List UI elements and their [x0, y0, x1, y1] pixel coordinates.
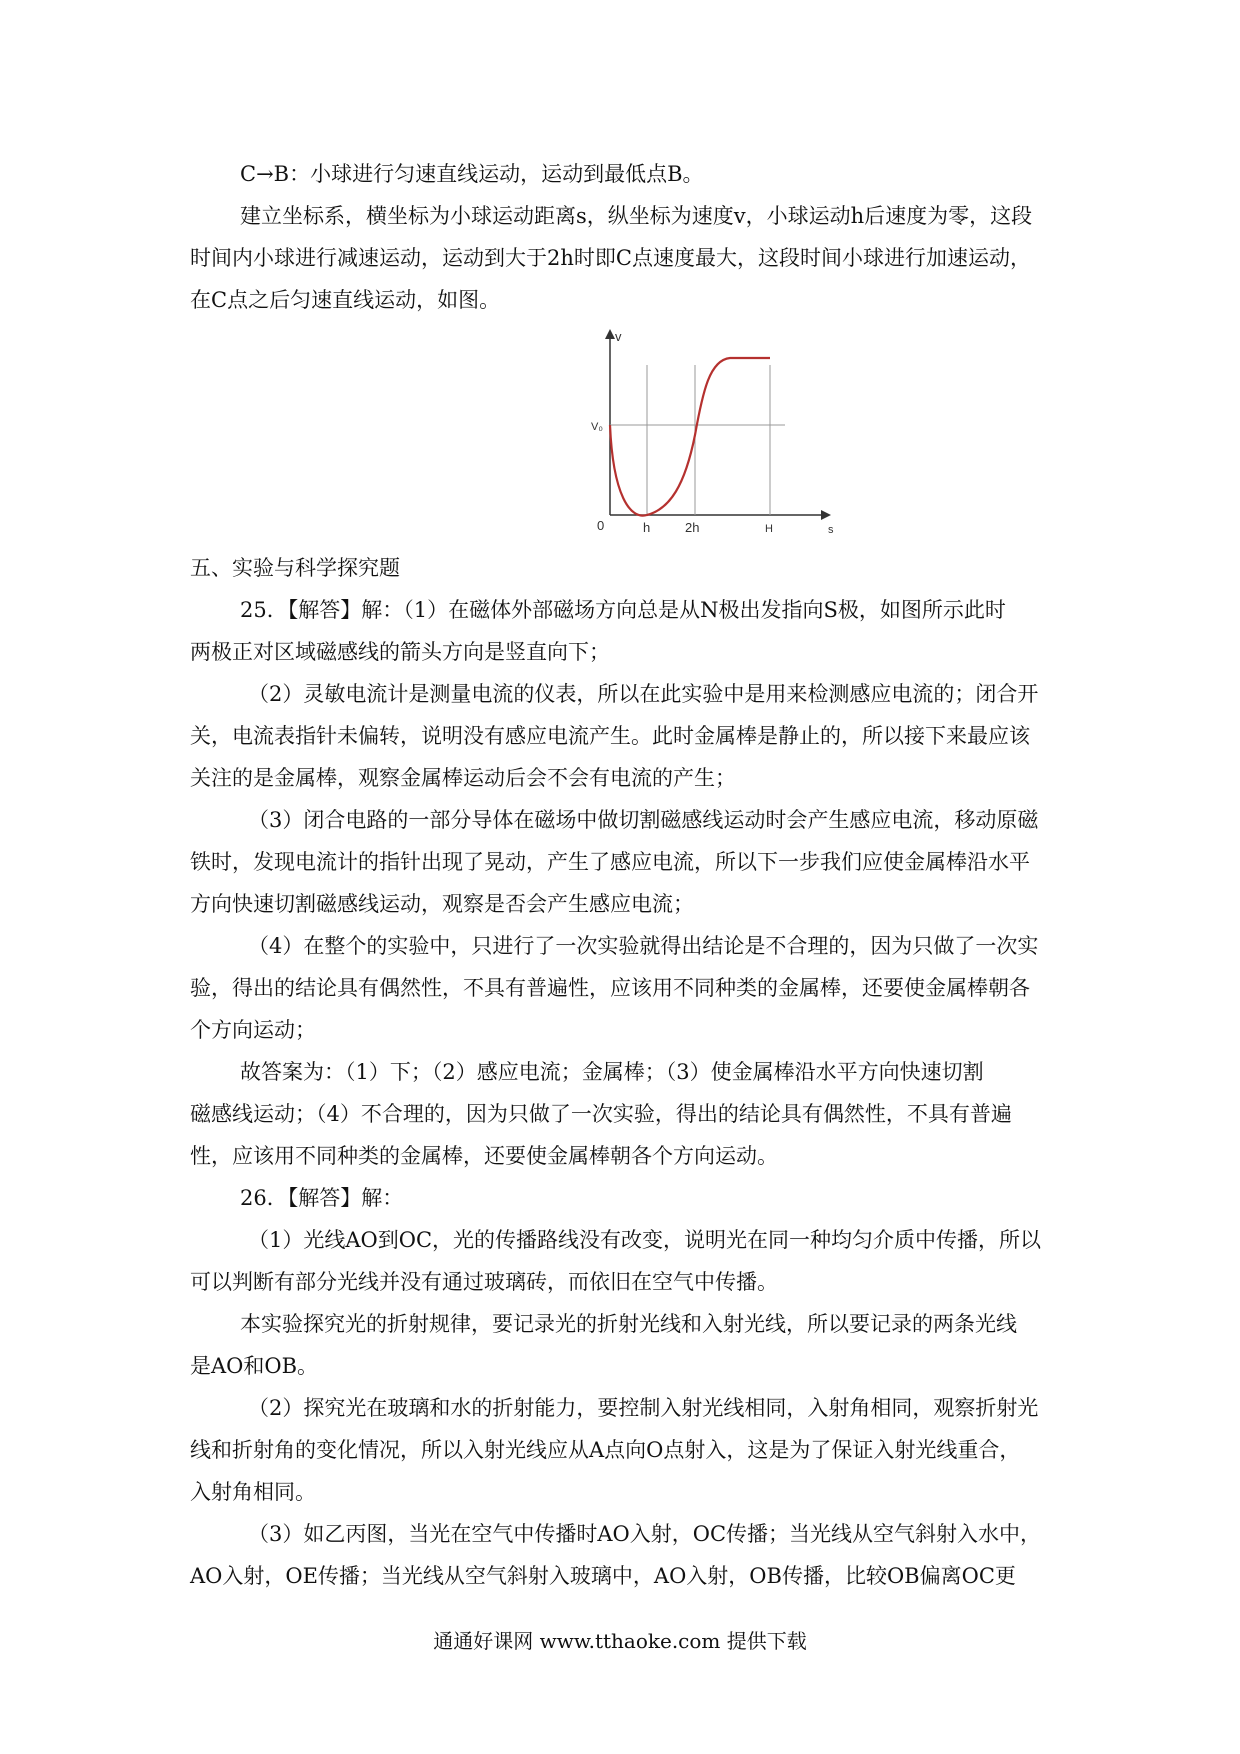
- paragraph-line: 建立坐标系，横坐标为小球运动距离s，纵坐标为速度v，小球运动h后速度为零，这段: [240, 204, 1033, 228]
- paragraph-line: 关，电流表指针未偏转，说明没有感应电流产生。此时金属棒是静止的，所以接下来最应该: [190, 724, 1030, 748]
- velocity-distance-graph: [585, 325, 855, 535]
- tick-label-2h: 2h: [685, 520, 700, 535]
- paragraph-line: 是AO和OB。: [190, 1354, 319, 1378]
- paragraph-line: （2）探究光在玻璃和水的折射能力，要控制入射光线相同，入射角相同，观察折射光: [248, 1396, 1039, 1420]
- paragraph-line: 个方向运动；: [190, 1018, 316, 1042]
- paragraph-line: （3）如乙丙图，当光在空气中传播时AO入射，OC传播；当光线从空气斜射入水中，: [248, 1522, 1042, 1546]
- paragraph-line: 26．【解答】解：: [240, 1186, 404, 1210]
- page-footer: 通通好课网 www.tthaoke.com 提供下载: [433, 1629, 807, 1653]
- section-heading: 五、实验与科学探究题: [190, 556, 400, 580]
- v0-label: V₀: [591, 421, 603, 433]
- paragraph-line: 铁时，发现电流计的指针出现了晃动，产生了感应电流，所以下一步我们应使金属棒沿水平: [190, 850, 1030, 874]
- y-axis-label: v: [615, 329, 622, 344]
- paragraph-line: AO入射，OE传播；当光线从空气斜射入玻璃中，AO入射，OB传播，比较OB偏离OC更: [190, 1564, 1016, 1588]
- paragraph-line: C→B：小球进行匀速直线运动，运动到最低点B。: [240, 162, 704, 186]
- paragraph-line: （3）闭合电路的一部分导体在磁场中做切割磁感线运动时会产生感应电流，移动原磁: [248, 808, 1039, 832]
- x-axis-label: s: [828, 524, 834, 535]
- paragraph-line: 两极正对区域磁感线的箭头方向是竖直向下；: [190, 640, 610, 664]
- paragraph-line: 入射角相同。: [190, 1480, 316, 1504]
- paragraph-line: 验，得出的结论具有偶然性，不具有普遍性，应该用不同种类的金属棒，还要使金属棒朝各: [190, 976, 1030, 1000]
- origin-label: 0: [597, 518, 605, 533]
- paragraph-line: 方向快速切割磁感线运动，观察是否会产生感应电流；: [190, 892, 694, 916]
- paragraph-line: 时间内小球进行减速运动，运动到大于2h时即C点速度最大，这段时间小球进行加速运动，: [190, 246, 1031, 270]
- paragraph-line: 本实验探究光的折射规律，要记录光的折射光线和入射光线，所以要记录的两条光线: [240, 1312, 1017, 1336]
- paragraph-line: 在C点之后匀速直线运动，如图。: [190, 288, 501, 312]
- paragraph-line: （1）光线AO到OC，光的传播路线没有改变，说明光在同一种均匀介质中传播，所以: [248, 1228, 1042, 1252]
- paragraph-line: 磁感线运动；（4）不合理的，因为只做了一次实验，得出的结论具有偶然性，不具有普遍: [190, 1102, 1012, 1126]
- paragraph-line: （4）在整个的实验中，只进行了一次实验就得出结论是不合理的，因为只做了一次实: [248, 934, 1039, 958]
- paragraph-line: 可以判断有部分光线并没有通过玻璃砖，而依旧在空气中传播。: [190, 1270, 778, 1294]
- tick-label-H: H: [765, 523, 773, 535]
- velocity-curve: [610, 358, 770, 516]
- x-axis-arrow: [821, 510, 831, 520]
- y-axis-arrow: [605, 329, 615, 339]
- paragraph-line: 25．【解答】解：（1）在磁体外部磁场方向总是从N极出发指向S极，如图所示此时: [240, 598, 1006, 622]
- paragraph-line: （2）灵敏电流计是测量电流的仪表，所以在此实验中是用来检测感应电流的；闭合开: [248, 682, 1039, 706]
- tick-label-h: h: [643, 520, 651, 535]
- paragraph-line: 故答案为：（1）下；（2）感应电流；金属棒；（3）使金属棒沿水平方向快速切割: [240, 1060, 984, 1084]
- paragraph-line: 性，应该用不同种类的金属棒，还要使金属棒朝各个方向运动。: [190, 1144, 778, 1168]
- paragraph-line: 关注的是金属棒，观察金属棒运动后会不会有电流的产生；: [190, 766, 736, 790]
- paragraph-line: 线和折射角的变化情况，所以入射光线应从A点向O点射入，这是为了保证入射光线重合，: [190, 1438, 1021, 1462]
